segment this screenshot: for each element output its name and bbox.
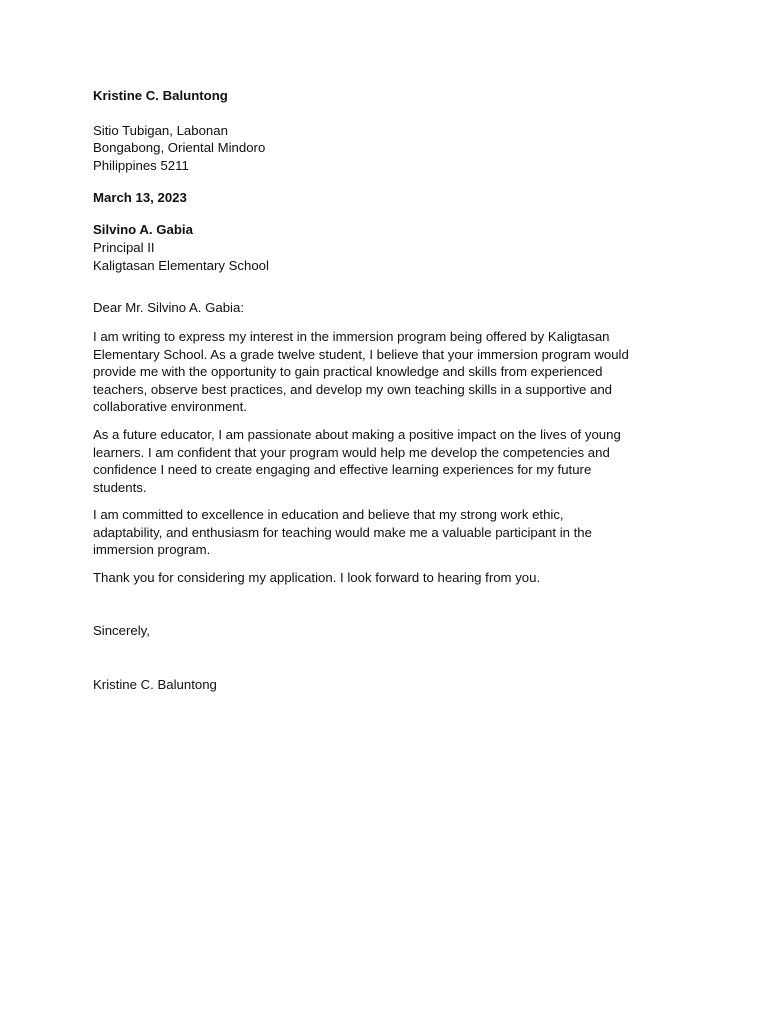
sender-address-line-3: Philippines 5211 <box>93 158 189 173</box>
paragraph-line: Thank you for considering my application. I look forward to hearing from you. <box>93 570 541 585</box>
paragraph-line: provide me with the opportunity to gain practical knowledge and skills from experienced <box>93 364 603 380</box>
body-paragraph-1 <box>93 328 683 416</box>
body-paragraph-3 <box>93 506 683 559</box>
paragraph-line: confidence I need to create engaging and effective learning experiences for my future <box>93 462 592 478</box>
paragraph-line: students. <box>93 479 147 495</box>
salutation: Dear Mr. Silvino A. Gabia: <box>93 300 244 315</box>
closing: Sincerely, <box>93 623 150 638</box>
paragraph-line: As a future educator, I am passionate about making a positive impact on the lives of young <box>93 427 621 442</box>
recipient-name: Silvino A. Gabia <box>93 222 193 237</box>
sender-address-line-1: Sitio Tubigan, Labonan <box>93 123 228 138</box>
sender-name: Kristine C. Baluntong <box>93 88 228 103</box>
recipient-school: Kaligtasan Elementary School <box>93 258 269 273</box>
paragraph-line: I am committed to excellence in education and believe that my strong work ethic, <box>93 507 564 522</box>
paragraph-line: learners. I am confident that your program would help me develop the competencies and <box>93 444 610 460</box>
paragraph-line: I am writing to express my interest in the immersion program being offered by Kaligtasan <box>93 329 610 344</box>
signature-name: Kristine C. Baluntong <box>93 677 217 692</box>
letter-date: March 13, 2023 <box>93 190 187 205</box>
paragraph-line: teachers, observe best practices, and develop my own teaching skills in a supportive and <box>93 381 612 397</box>
paragraph-line: collaborative environment. <box>93 399 247 415</box>
paragraph-line: Elementary School. As a grade twelve student, I believe that your immersion program would <box>93 346 629 362</box>
body-paragraph-2 <box>93 426 683 496</box>
recipient-title: Principal II <box>93 240 155 255</box>
body-paragraph-4 <box>93 569 683 587</box>
sender-address-line-2: Bongabong, Oriental Mindoro <box>93 140 266 155</box>
paragraph-line: immersion program. <box>93 542 211 558</box>
paragraph-line: adaptability, and enthusiasm for teaching would make me a valuable participant in the <box>93 524 592 540</box>
